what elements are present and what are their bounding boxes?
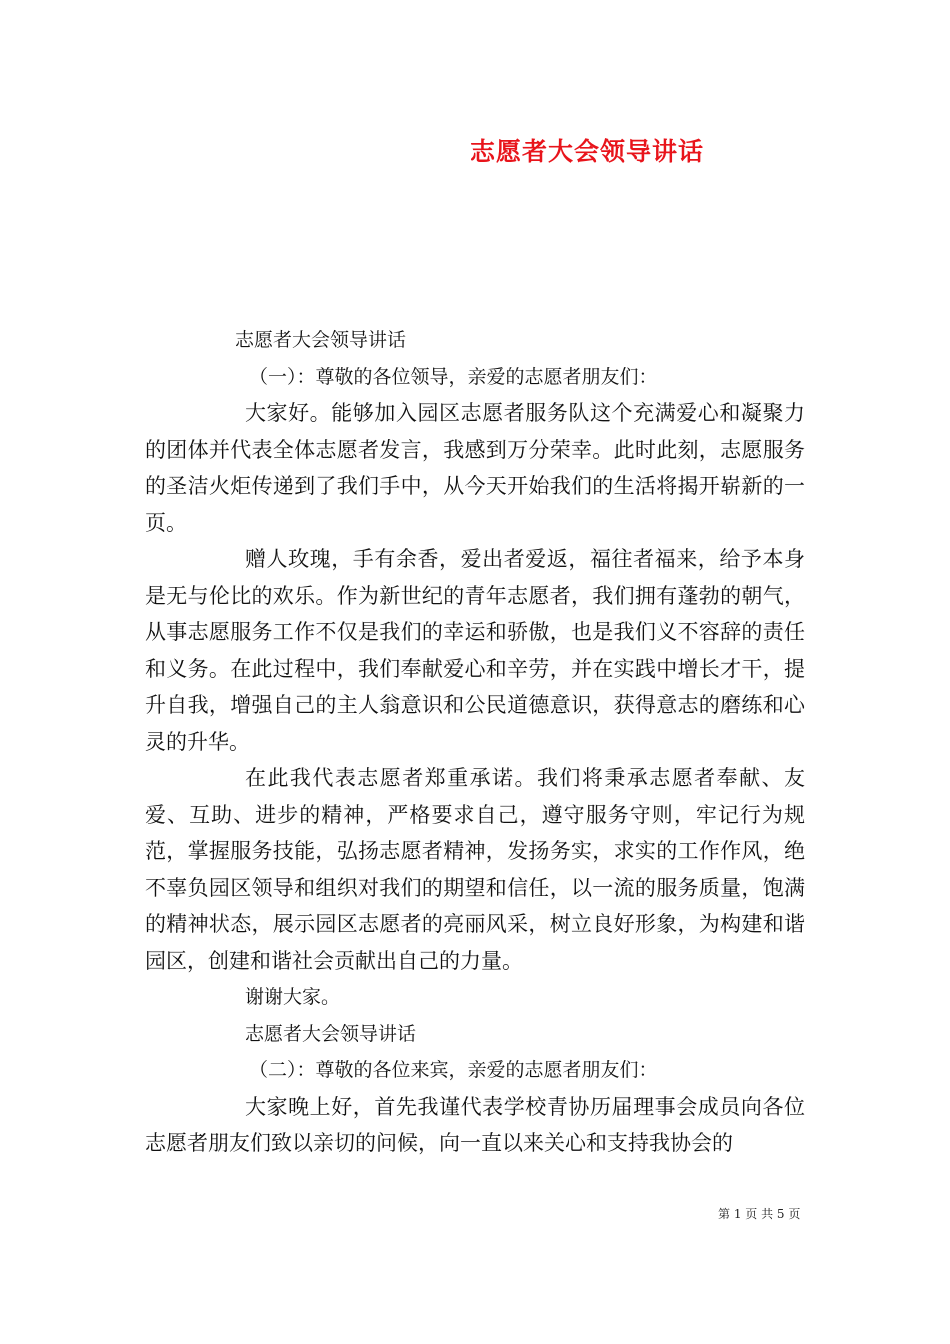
section-salutation-1: （一）：尊敬的各位领导，亲爱的志愿者朋友们：	[249, 365, 658, 388]
paragraph-3: 在此我代表志愿者郑重承诺。我们将秉承志愿者奉献、友爱、互助、进步的精神，严格要求自己，遵守服务守则，牢记行为规范，掌握服务技能，弘扬志愿者精神，发扬务实，求实的工作作风，绝不辜负园区领导和组织对我们的期望和信任，以一流的服务质量，饱满的精神状态，展示园区志愿者的亮丽风采，树立良好形象，为构建和谐园区，创建和谐社会贡献出自己的力量。	[145, 766, 805, 973]
paragraph-1: 大家好。能够加入园区志愿者服务队这个充满爱心和凝聚力的团体并代表全体志愿者发言，我感到万分荣幸。此时此刻，志愿服务的圣洁火炬传递到了我们手中，从今天开始我们的生活将揭开崭新的一页。	[145, 401, 805, 535]
thanks-line: 谢谢大家。	[245, 986, 341, 1008]
document-body	[145, 322, 805, 1162]
page-number-footer: 第 1 页 共 5 页	[718, 1207, 801, 1221]
paragraph-2: 赠人玫瑰，手有余香，爱出者爱返，福往者福来，给予本身是无与伦比的欢乐。作为新世纪的青年志愿者，我们拥有蓬勃的朝气，从事志愿服务工作不仅是我们的幸运和骄傲，也是我们义不容辞的责任和义务。在此过程中，我们奉献爱心和辛劳，并在实践中增长才干，提升自我，增强自己的主人翁意识和公民道德意识，获得意志的磨练和心灵的升华。	[145, 547, 805, 754]
document-title: 志愿者大会领导讲话	[470, 137, 705, 166]
paragraph-4: 大家晚上好，首先我谨代表学校青协历届理事会成员向各位志愿者朋友们致以亲切的问候，向一直以来关心和支持我协会的	[145, 1094, 805, 1155]
section-heading-2: 志愿者大会领导讲话	[245, 1022, 417, 1045]
section-salutation-2: （二）：尊敬的各位来宾，亲爱的志愿者朋友们：	[249, 1059, 658, 1081]
section-heading-1: 志愿者大会领导讲话	[235, 329, 407, 351]
